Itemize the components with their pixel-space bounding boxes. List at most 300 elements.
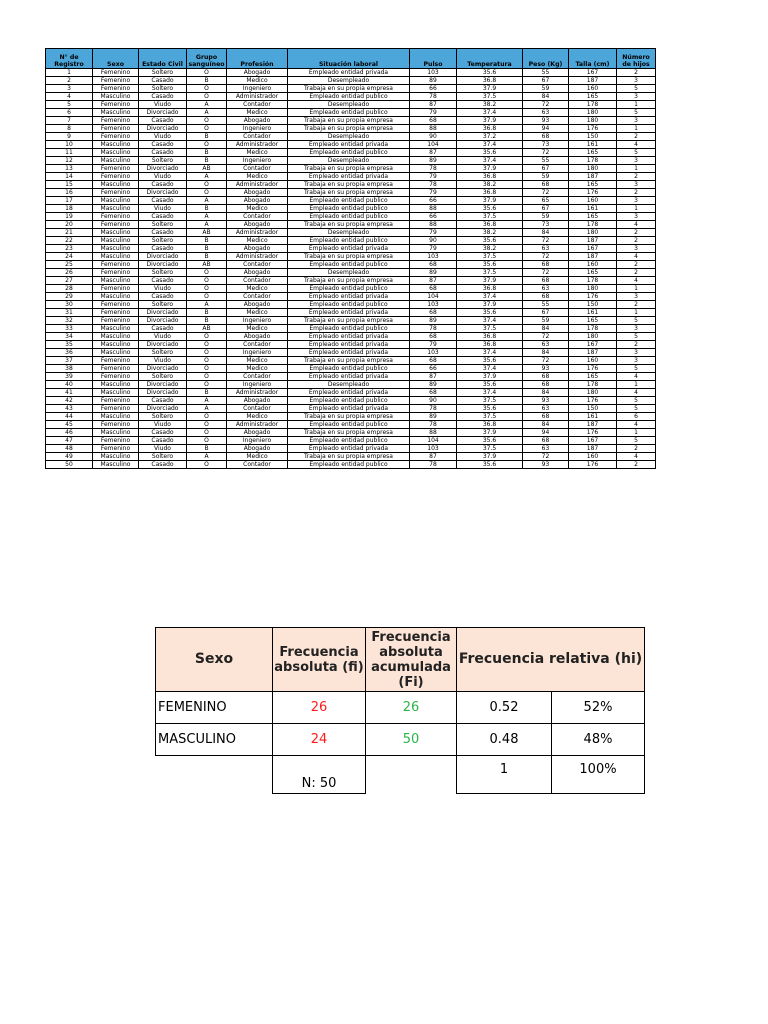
cell-numero-hijos: 6 bbox=[617, 413, 656, 421]
cell-sexo: Femenino bbox=[93, 101, 139, 109]
cell-numero-hijos: 2 bbox=[617, 173, 656, 181]
cell-numero-hijos: 5 bbox=[617, 437, 656, 445]
table-row bbox=[46, 349, 656, 357]
cell-estado-civil: Divorciado bbox=[139, 189, 187, 197]
cell-pulso: 66 bbox=[410, 85, 457, 93]
cell-situacion-laboral: Empleado entidad publico bbox=[288, 109, 410, 117]
cell-profesion: Administrador bbox=[227, 253, 288, 261]
cell-situacion-laboral: Desempleado bbox=[288, 157, 410, 165]
cell-registro: 47 bbox=[46, 437, 93, 445]
cell-talla: 178 bbox=[569, 221, 617, 229]
cell-numero-hijos: 1 bbox=[617, 165, 656, 173]
cell-numero-hijos: 3 bbox=[617, 117, 656, 125]
cell-situacion-laboral: Empleado entidad publico bbox=[288, 325, 410, 333]
cell-talla: 176 bbox=[569, 461, 617, 469]
cell-sexo: Masculino bbox=[93, 149, 139, 157]
cell-estado-civil: Casado bbox=[139, 461, 187, 469]
cell-temperatura: 36.8 bbox=[457, 125, 523, 133]
cell-estado-civil: Divorciado bbox=[139, 165, 187, 173]
cell-estado-civil: Casado bbox=[139, 429, 187, 437]
table-row bbox=[46, 181, 656, 189]
cell-registro: 43 bbox=[46, 405, 93, 413]
cell-situacion-laboral: Empleado entidad privada bbox=[288, 373, 410, 381]
cell-temperatura: 37.4 bbox=[457, 293, 523, 301]
freq-row-masculino bbox=[156, 724, 645, 756]
cell-profesion: Contador bbox=[227, 213, 288, 221]
cell-profesion: Medico bbox=[227, 173, 288, 181]
cell-profesion: Ingeniero bbox=[227, 437, 288, 445]
cell-pulso: 89 bbox=[410, 77, 457, 85]
cell-pulso: 78 bbox=[410, 93, 457, 101]
cell-talla: 176 bbox=[569, 365, 617, 373]
table-row bbox=[46, 317, 656, 325]
cell-numero-hijos: 4 bbox=[617, 253, 656, 261]
cell-grupo-sanguineo: A bbox=[187, 109, 227, 117]
cell-numero-hijos: 5 bbox=[617, 333, 656, 341]
table-row bbox=[46, 69, 656, 77]
header-temperatura: Temperatura bbox=[457, 49, 523, 69]
table-row bbox=[46, 101, 656, 109]
freq-header-fi: Frecuencia absoluta (fi) bbox=[273, 628, 366, 692]
cell-registro: 9 bbox=[46, 133, 93, 141]
cell-estado-civil: Casado bbox=[139, 197, 187, 205]
cell-numero-hijos: 4 bbox=[617, 453, 656, 461]
records-header-row bbox=[46, 49, 656, 69]
cell-temperatura: 37.4 bbox=[457, 389, 523, 397]
cell-pulso: 88 bbox=[410, 429, 457, 437]
cell-temperatura: 37.9 bbox=[457, 373, 523, 381]
cell-situacion-laboral: Empleado entidad publico bbox=[288, 213, 410, 221]
cell-estado-civil: Viudo bbox=[139, 333, 187, 341]
cell-pulso: 103 bbox=[410, 253, 457, 261]
cell-grupo-sanguineo: A bbox=[187, 221, 227, 229]
cell-grupo-sanguineo: B bbox=[187, 309, 227, 317]
cell-peso: 72 bbox=[523, 101, 569, 109]
cell-talla: 180 bbox=[569, 285, 617, 293]
cell-temperatura: 37.9 bbox=[457, 301, 523, 309]
cell-profesion: Medico bbox=[227, 413, 288, 421]
cell-sexo: Femenino bbox=[93, 133, 139, 141]
cell-temperatura: 37.4 bbox=[457, 109, 523, 117]
cell-profesion: Abogado bbox=[227, 197, 288, 205]
cell-pulso: 78 bbox=[410, 461, 457, 469]
header-sexo: Sexo bbox=[93, 49, 139, 69]
frequency-table bbox=[155, 627, 645, 794]
table-row bbox=[46, 325, 656, 333]
cell-pulso: 103 bbox=[410, 301, 457, 309]
cell-registro: 13 bbox=[46, 165, 93, 173]
cell-temperatura: 37.9 bbox=[457, 277, 523, 285]
cell-numero-hijos: 2 bbox=[617, 189, 656, 197]
cell-situacion-laboral: Trabaja en su propia empresa bbox=[288, 429, 410, 437]
freq-hi: 0.52 bbox=[457, 692, 552, 724]
table-row bbox=[46, 445, 656, 453]
table-row bbox=[46, 309, 656, 317]
cell-registro: 12 bbox=[46, 157, 93, 165]
cell-registro: 49 bbox=[46, 453, 93, 461]
table-row bbox=[46, 357, 656, 365]
table-row bbox=[46, 253, 656, 261]
cell-grupo-sanguineo: O bbox=[187, 93, 227, 101]
table-row bbox=[46, 293, 656, 301]
cell-registro: 18 bbox=[46, 205, 93, 213]
cell-pulso: 87 bbox=[410, 277, 457, 285]
table-row bbox=[46, 397, 656, 405]
cell-pulso: 78 bbox=[410, 405, 457, 413]
cell-sexo: Masculino bbox=[93, 349, 139, 357]
cell-grupo-sanguineo: O bbox=[187, 285, 227, 293]
cell-situacion-laboral: Empleado entidad publico bbox=[288, 365, 410, 373]
table-row bbox=[46, 213, 656, 221]
cell-grupo-sanguineo: AB bbox=[187, 325, 227, 333]
freq-Fi: 50 bbox=[366, 724, 457, 756]
cell-pulso: 78 bbox=[410, 181, 457, 189]
cell-registro: 3 bbox=[46, 85, 93, 93]
cell-estado-civil: Casado bbox=[139, 213, 187, 221]
cell-estado-civil: Viudo bbox=[139, 357, 187, 365]
cell-peso: 67 bbox=[523, 77, 569, 85]
cell-sexo: Masculino bbox=[93, 109, 139, 117]
header-estado-civil: Estado Civil bbox=[139, 49, 187, 69]
table-row bbox=[46, 333, 656, 341]
cell-pulso: 90 bbox=[410, 133, 457, 141]
cell-sexo: Masculino bbox=[93, 253, 139, 261]
cell-peso: 63 bbox=[523, 445, 569, 453]
cell-sexo: Femenino bbox=[93, 445, 139, 453]
cell-profesion: Administrador bbox=[227, 141, 288, 149]
cell-peso: 93 bbox=[523, 117, 569, 125]
cell-temperatura: 37.5 bbox=[457, 269, 523, 277]
cell-estado-civil: Divorciado bbox=[139, 341, 187, 349]
cell-sexo: Masculino bbox=[93, 93, 139, 101]
cell-estado-civil: Casado bbox=[139, 437, 187, 445]
cell-pulso: 68 bbox=[410, 357, 457, 365]
freq-hi: 0.48 bbox=[457, 724, 552, 756]
cell-peso: 67 bbox=[523, 165, 569, 173]
cell-estado-civil: Divorciado bbox=[139, 109, 187, 117]
cell-pulso: 79 bbox=[410, 173, 457, 181]
cell-pulso: 68 bbox=[410, 333, 457, 341]
cell-estado-civil: Divorciado bbox=[139, 365, 187, 373]
cell-registro: 35 bbox=[46, 341, 93, 349]
cell-talla: 176 bbox=[569, 125, 617, 133]
cell-temperatura: 37.4 bbox=[457, 141, 523, 149]
cell-situacion-laboral: Desempleado bbox=[288, 229, 410, 237]
cell-estado-civil: Divorciado bbox=[139, 125, 187, 133]
cell-profesion: Ingeniero bbox=[227, 125, 288, 133]
cell-numero-hijos: 4 bbox=[617, 221, 656, 229]
cell-estado-civil: Casado bbox=[139, 325, 187, 333]
table-row bbox=[46, 197, 656, 205]
cell-numero-hijos: 1 bbox=[617, 429, 656, 437]
cell-estado-civil: Divorciado bbox=[139, 253, 187, 261]
table-row bbox=[46, 229, 656, 237]
cell-registro: 40 bbox=[46, 381, 93, 389]
cell-profesion: Contador bbox=[227, 293, 288, 301]
cell-peso: 94 bbox=[523, 125, 569, 133]
cell-pulso: 89 bbox=[410, 381, 457, 389]
cell-grupo-sanguineo: B bbox=[187, 77, 227, 85]
table-row bbox=[46, 453, 656, 461]
cell-profesion: Abogado bbox=[227, 117, 288, 125]
table-row bbox=[46, 341, 656, 349]
cell-estado-civil: Soltero bbox=[139, 85, 187, 93]
cell-registro: 15 bbox=[46, 181, 93, 189]
cell-talla: 187 bbox=[569, 253, 617, 261]
table-row bbox=[46, 381, 656, 389]
cell-peso: 68 bbox=[523, 381, 569, 389]
cell-numero-hijos: 1 bbox=[617, 309, 656, 317]
cell-numero-hijos: 3 bbox=[617, 197, 656, 205]
cell-profesion: Medico bbox=[227, 149, 288, 157]
cell-situacion-laboral: Empleado entidad publico bbox=[288, 437, 410, 445]
table-row bbox=[46, 133, 656, 141]
table-row bbox=[46, 429, 656, 437]
cell-numero-hijos: 2 bbox=[617, 261, 656, 269]
cell-grupo-sanguineo: O bbox=[187, 381, 227, 389]
cell-temperatura: 37.9 bbox=[457, 197, 523, 205]
cell-temperatura: 36.8 bbox=[457, 285, 523, 293]
cell-temperatura: 38.2 bbox=[457, 245, 523, 253]
cell-sexo: Femenino bbox=[93, 301, 139, 309]
cell-pulso: 104 bbox=[410, 141, 457, 149]
cell-pulso: 79 bbox=[410, 229, 457, 237]
cell-pulso: 68 bbox=[410, 261, 457, 269]
cell-estado-civil: Casado bbox=[139, 117, 187, 125]
freq-total-n: N: 50 bbox=[273, 756, 366, 794]
freq-pct: 52% bbox=[552, 692, 645, 724]
cell-grupo-sanguineo: O bbox=[187, 365, 227, 373]
cell-situacion-laboral: Desempleado bbox=[288, 101, 410, 109]
cell-numero-hijos: 1 bbox=[617, 205, 656, 213]
table-row bbox=[46, 157, 656, 165]
cell-numero-hijos: 5 bbox=[617, 397, 656, 405]
cell-registro: 37 bbox=[46, 357, 93, 365]
cell-situacion-laboral: Desempleado bbox=[288, 269, 410, 277]
cell-profesion: Medico bbox=[227, 357, 288, 365]
cell-grupo-sanguineo: A bbox=[187, 101, 227, 109]
cell-talla: 178 bbox=[569, 381, 617, 389]
header-profesion: Profesión bbox=[227, 49, 288, 69]
cell-sexo: Masculino bbox=[93, 277, 139, 285]
table-row bbox=[46, 245, 656, 253]
cell-numero-hijos: 3 bbox=[617, 77, 656, 85]
cell-temperatura: 37.4 bbox=[457, 349, 523, 357]
cell-pulso: 89 bbox=[410, 413, 457, 421]
cell-talla: 150 bbox=[569, 301, 617, 309]
cell-temperatura: 37.2 bbox=[457, 133, 523, 141]
table-row bbox=[46, 173, 656, 181]
cell-profesion: Medico bbox=[227, 205, 288, 213]
cell-talla: 180 bbox=[569, 109, 617, 117]
cell-registro: 16 bbox=[46, 189, 93, 197]
cell-talla: 167 bbox=[569, 245, 617, 253]
cell-registro: 8 bbox=[46, 125, 93, 133]
cell-temperatura: 37.5 bbox=[457, 93, 523, 101]
cell-profesion: Contador bbox=[227, 341, 288, 349]
cell-talla: 161 bbox=[569, 309, 617, 317]
cell-estado-civil: Casado bbox=[139, 277, 187, 285]
cell-pulso: 90 bbox=[410, 397, 457, 405]
cell-talla: 161 bbox=[569, 205, 617, 213]
cell-estado-civil: Soltero bbox=[139, 69, 187, 77]
frequency-header-row bbox=[156, 628, 645, 692]
cell-numero-hijos: 5 bbox=[617, 405, 656, 413]
cell-temperatura: 36.8 bbox=[457, 173, 523, 181]
cell-temperatura: 37.5 bbox=[457, 413, 523, 421]
cell-profesion: Contador bbox=[227, 373, 288, 381]
cell-sexo: Femenino bbox=[93, 421, 139, 429]
cell-situacion-laboral: Trabaja en su propia empresa bbox=[288, 85, 410, 93]
freq-row-femenino bbox=[156, 692, 645, 724]
cell-registro: 34 bbox=[46, 333, 93, 341]
cell-profesion: Medico bbox=[227, 237, 288, 245]
cell-numero-hijos: 4 bbox=[617, 141, 656, 149]
cell-grupo-sanguineo: O bbox=[187, 277, 227, 285]
cell-registro: 10 bbox=[46, 141, 93, 149]
cell-numero-hijos: 3 bbox=[617, 157, 656, 165]
cell-peso: 84 bbox=[523, 421, 569, 429]
table-row bbox=[46, 205, 656, 213]
table-row bbox=[46, 413, 656, 421]
cell-talla: 150 bbox=[569, 405, 617, 413]
cell-numero-hijos: 3 bbox=[617, 349, 656, 357]
cell-sexo: Femenino bbox=[93, 165, 139, 173]
cell-temperatura: 35.6 bbox=[457, 261, 523, 269]
cell-temperatura: 38.2 bbox=[457, 101, 523, 109]
cell-registro: 30 bbox=[46, 301, 93, 309]
cell-registro: 2 bbox=[46, 77, 93, 85]
cell-peso: 84 bbox=[523, 389, 569, 397]
cell-registro: 38 bbox=[46, 365, 93, 373]
cell-situacion-laboral: Empleado entidad publico bbox=[288, 461, 410, 469]
cell-estado-civil: Casado bbox=[139, 229, 187, 237]
cell-sexo: Masculino bbox=[93, 341, 139, 349]
cell-talla: 160 bbox=[569, 197, 617, 205]
cell-estado-civil: Soltero bbox=[139, 301, 187, 309]
cell-estado-civil: Soltero bbox=[139, 373, 187, 381]
cell-grupo-sanguineo: O bbox=[187, 349, 227, 357]
cell-profesion: Abogado bbox=[227, 69, 288, 77]
cell-peso: 68 bbox=[523, 293, 569, 301]
cell-temperatura: 37.4 bbox=[457, 317, 523, 325]
cell-numero-hijos: 5 bbox=[617, 317, 656, 325]
cell-registro: 50 bbox=[46, 461, 93, 469]
cell-pulso: 89 bbox=[410, 317, 457, 325]
cell-numero-hijos: 5 bbox=[617, 85, 656, 93]
cell-registro: 14 bbox=[46, 173, 93, 181]
cell-registro: 41 bbox=[46, 389, 93, 397]
cell-peso: 93 bbox=[523, 365, 569, 373]
cell-talla: 165 bbox=[569, 213, 617, 221]
cell-registro: 33 bbox=[46, 325, 93, 333]
cell-grupo-sanguineo: A bbox=[187, 405, 227, 413]
cell-pulso: 88 bbox=[410, 205, 457, 213]
cell-grupo-sanguineo: B bbox=[187, 133, 227, 141]
cell-temperatura: 35.6 bbox=[457, 149, 523, 157]
cell-grupo-sanguineo: O bbox=[187, 181, 227, 189]
cell-temperatura: 37.9 bbox=[457, 117, 523, 125]
cell-estado-civil: Soltero bbox=[139, 269, 187, 277]
cell-profesion: Ingeniero bbox=[227, 85, 288, 93]
cell-estado-civil: Casado bbox=[139, 293, 187, 301]
cell-grupo-sanguineo: B bbox=[187, 389, 227, 397]
cell-estado-civil: Casado bbox=[139, 397, 187, 405]
cell-peso: 67 bbox=[523, 309, 569, 317]
cell-temperatura: 37.5 bbox=[457, 253, 523, 261]
cell-temperatura: 37.5 bbox=[457, 445, 523, 453]
cell-registro: 39 bbox=[46, 373, 93, 381]
cell-registro: 46 bbox=[46, 429, 93, 437]
cell-pulso: 79 bbox=[410, 189, 457, 197]
cell-situacion-laboral: Empleado entidad privada bbox=[288, 349, 410, 357]
cell-estado-civil: Divorciado bbox=[139, 389, 187, 397]
cell-talla: 176 bbox=[569, 429, 617, 437]
cell-sexo: Femenino bbox=[93, 285, 139, 293]
cell-situacion-laboral: Empleado entidad privada bbox=[288, 173, 410, 181]
cell-pulso: 103 bbox=[410, 445, 457, 453]
cell-sexo: Femenino bbox=[93, 77, 139, 85]
cell-sexo: Femenino bbox=[93, 437, 139, 445]
table-row bbox=[46, 77, 656, 85]
cell-talla: 161 bbox=[569, 413, 617, 421]
cell-situacion-laboral: Empleado entidad privada bbox=[288, 333, 410, 341]
cell-peso: 65 bbox=[523, 197, 569, 205]
table-row bbox=[46, 269, 656, 277]
cell-sexo: Femenino bbox=[93, 397, 139, 405]
cell-pulso: 104 bbox=[410, 293, 457, 301]
cell-sexo: Masculino bbox=[93, 229, 139, 237]
cell-talla: 178 bbox=[569, 277, 617, 285]
cell-estado-civil: Casado bbox=[139, 141, 187, 149]
cell-estado-civil: Divorciado bbox=[139, 309, 187, 317]
cell-grupo-sanguineo: O bbox=[187, 189, 227, 197]
cell-profesion: Contador bbox=[227, 165, 288, 173]
cell-estado-civil: Viudo bbox=[139, 133, 187, 141]
cell-temperatura: 37.5 bbox=[457, 397, 523, 405]
cell-sexo: Femenino bbox=[93, 373, 139, 381]
cell-numero-hijos: 2 bbox=[617, 229, 656, 237]
cell-temperatura: 37.9 bbox=[457, 85, 523, 93]
cell-estado-civil: Viudo bbox=[139, 101, 187, 109]
cell-temperatura: 35.6 bbox=[457, 437, 523, 445]
table-row bbox=[46, 389, 656, 397]
cell-grupo-sanguineo: B bbox=[187, 317, 227, 325]
cell-sexo: Femenino bbox=[93, 261, 139, 269]
cell-pulso: 68 bbox=[410, 309, 457, 317]
cell-sexo: Femenino bbox=[93, 309, 139, 317]
cell-talla: 160 bbox=[569, 357, 617, 365]
cell-numero-hijos: 3 bbox=[617, 213, 656, 221]
cell-grupo-sanguineo: O bbox=[187, 341, 227, 349]
table-row bbox=[46, 85, 656, 93]
cell-profesion: Contador bbox=[227, 461, 288, 469]
cell-numero-hijos: 3 bbox=[617, 293, 656, 301]
cell-peso: 72 bbox=[523, 189, 569, 197]
cell-situacion-laboral: Trabaja en su propia empresa bbox=[288, 189, 410, 197]
cell-talla: 150 bbox=[569, 133, 617, 141]
cell-peso: 93 bbox=[523, 461, 569, 469]
cell-profesion: Abogado bbox=[227, 445, 288, 453]
cell-talla: 187 bbox=[569, 77, 617, 85]
cell-grupo-sanguineo: O bbox=[187, 269, 227, 277]
cell-estado-civil: Casado bbox=[139, 93, 187, 101]
cell-peso: 68 bbox=[523, 181, 569, 189]
cell-registro: 25 bbox=[46, 261, 93, 269]
cell-numero-hijos: 3 bbox=[617, 357, 656, 365]
cell-profesion: Medico bbox=[227, 325, 288, 333]
cell-situacion-laboral: Empleado entidad privada bbox=[288, 141, 410, 149]
